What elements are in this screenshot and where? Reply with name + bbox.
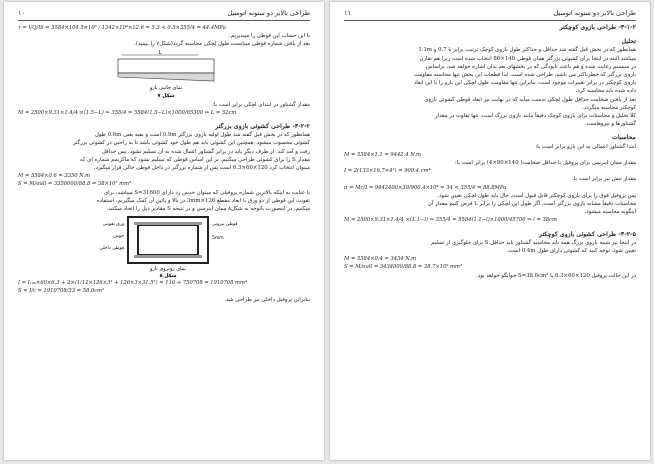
paragraph-line: میتوان انتخاب کرد 120×60×6.3 است پس از شماره بزرگتر در داخل قوطی خالی قرار میگیرد. <box>93 165 310 172</box>
equation-tau: τ = VQ/Ib = 5584×104.5×10³ / 1342×10⁴×12.6 = 5.3 < 0.5×355/4 = 44.4MPa <box>18 25 226 31</box>
gusset-shape <box>118 73 214 81</box>
figure-7-drawing <box>18 49 310 101</box>
paragraph-line: کوچکتر محاسبه میگردد. <box>582 104 636 111</box>
paragraph-line: مقدار S را برای کشوئی طراحی میکنیم. بر این اساس قوطی که تسلیم نشود که ماکزیمم شماره ای که <box>79 156 310 163</box>
paragraph-line: بازوی کوچکتر در برابر تغییرات موجود است. بنابراین تنها مقاومت طول لچکی این بازو را با این ابعاد <box>413 80 636 87</box>
paragraph-line: همانطور که در بخش قبل گفته شد طول اولیه بازوی بزرگتر 0.9m است و بقیه یعنی 0.6m طول <box>94 132 310 139</box>
paragraph-line: رفت و آمد کند. از طرف دیگر باید در برابر گشتاور اعمال شده به آن تسلیم نشود. پس حداقل <box>101 148 310 155</box>
paragraph-line: ابتدا گشتاور اعمالی به این بازو برابر است با: <box>535 143 636 150</box>
label-plate: ورق تقویتی <box>102 222 124 228</box>
subheading-calculations: محاسبات <box>612 134 636 142</box>
equation-section-modulus: S = M/σall = 3434000/88.8 = 38.7×10³ mm³ <box>344 264 463 271</box>
paragraph-line: پس پروفیل فوق را برای بازوی کوچکتر قابل قبول است. حال باید طول لچکی تعیین شود. <box>437 192 636 199</box>
figure-7-caption: نمای جانبی بازو <box>149 84 183 91</box>
label-gap: 5mm <box>212 236 224 242</box>
dimension-label: L <box>158 49 162 56</box>
right-page-header <box>344 8 636 21</box>
left-page-body <box>18 24 310 452</box>
equation-section-modulus: S = M/σall = 3350000/88.8 = 38×10³ mm³ <box>18 181 132 188</box>
paragraph-line: مقدار تنش نیز برابر است با: <box>572 176 636 183</box>
paragraph-line: محاسبات دقیقاً مشابه بازوی بزرگتر است، اگر طول این لچکی را برابر L فرض کنیم مقدار آن <box>427 201 636 208</box>
figure-8-drawing <box>18 213 310 279</box>
equation-moment-2: M = 5584×0.4 = 3434 N.m <box>344 256 417 263</box>
section-title: ۳-۲-۵- طراحی کشوئی بازوی کوچکتر <box>539 230 636 238</box>
paragraph-line: تقویت این قوطی از دو ورق با ابعاد مقطع 126×3mm در بالا و پائین آن کمک میگیریم، استفاده <box>96 197 310 204</box>
left-page-header-title: طراحی بالابر دو ستونه اتومبیل <box>227 9 310 17</box>
equation-moment: M = 2500×9.31×1.4/4 ×(1.5−L) ⇒ 355/4 = 5584(1.5−L)×1000/65300 ⇒ L = 52cm <box>18 109 237 116</box>
label-weld: جوش <box>113 234 124 240</box>
paragraph-line: با عنایت به اینکه بالاترین شماره پروفیلی که میتوان حدس زد دارای S=31600 میباشد، برای <box>103 189 310 196</box>
paragraph-line: با این حساب این قوطی را میپذیریم. <box>229 33 310 40</box>
paragraph-line: بعد از یافتن ضخامت حداقل طول لچکی بدست میآید که در نهایت نیز ابعاد قوطی کشوئی بازوی <box>424 96 636 103</box>
paragraph-line: میکنیم. در اینصورت باتوجه به شکل۸ ممان اینرسی و در نتیجه S مقادیر ذیل را اتخاذ میکنند. <box>106 206 310 213</box>
equation-section-modulus-2: S = I/c = 1910708/33 = 58.0cm³ <box>18 288 105 295</box>
equation-gusset-length: M = 2500×9.31×1.4/4 ×(1.1−l) ⇒ 355/4 = 5584(1.1−l)×1000/45700 ⇒ l = 38cm <box>344 217 557 224</box>
equation-inertia: I = I₁₂₀×60×6.3 + 2×(1/12×126×3³ + 126×3×31.5²) = 116 + 750708 = 1910708 mm⁴ <box>18 280 247 287</box>
figure-7 <box>18 49 310 101</box>
equation-inertia: I = 2(133×16.7×4²) = 900.4 cm⁴ <box>344 168 431 175</box>
inner-box-section <box>138 225 198 255</box>
left-page <box>4 2 324 460</box>
paragraph-line: داده شده باید محاسبه کرد. <box>575 88 636 95</box>
paragraph-line: کشوئی محسوب میشود. همچنین این کشوئی باید هم طول خود کشوئی باشد تا به راحتی در کشوئی بزرگتر <box>72 140 310 147</box>
paragraph-line: مقدار گشتاور در ابتدای لچکی برابر است با: <box>212 101 310 108</box>
right-page-number: ۱۱ <box>344 9 351 17</box>
paragraph-line: بعد از یافتن شماره قوطی میبایست طول لچکی محاسبه گردد(شکل۷ را ببینید). <box>134 41 310 48</box>
reinforcing-plate-bottom <box>134 255 202 258</box>
paragraph-line: میباشد.البته در اینجا برای کشوئی بزرگتر همان قوطی 140×80 انتخاب شده است زیرا هم تقارن <box>419 55 636 62</box>
paragraph-line: اینگونه محاسبه میشود. <box>584 209 636 216</box>
right-page <box>330 2 650 460</box>
figure-7-number: شکل ۷ <box>157 92 175 99</box>
arm-body <box>118 59 214 73</box>
paragraph-line: در این حالت پروفیل 120×60×6.3 با S=38.6cm³ جوابگو خواهد بود. <box>476 272 636 279</box>
section-title: ۳-۱-۲- طراحی بازوی کوچکتر <box>559 24 636 31</box>
right-page-header-title: طراحی بالابر دو ستونه اتومبیل <box>553 9 636 17</box>
label-inner-box: قوطی داخلی <box>99 246 124 252</box>
paragraph-line: بنابراین پروفیل داخلی نیز طراحی شد. <box>224 296 310 303</box>
subheading-analysis: تحلیل <box>621 38 636 46</box>
right-page-body <box>344 24 636 452</box>
figure-8-number: شکل ۸ <box>159 273 177 280</box>
section-title: ۳-۲-۲- طراحی کشوئی بازوی بزرگتر <box>215 123 310 131</box>
paragraph-line: همانطور که در بخش قبل گفته شد حداقل و حداکثر طول بازوی کوچک ترتیب برابر با 0.7 و 1.1m <box>418 47 636 54</box>
equation-stress: σ = Mc/I = 9442400×30/900.4×10⁴ = 34 < 355/4 = 88.8MPa <box>344 184 507 191</box>
paragraph-line: گشتاورها و نیروهاست. <box>584 121 636 128</box>
paragraph-line: کلاً تحلیل و محاسبات برای بازوی کوچک دقیقاً مانند بازوی بزرگ است. تنها تفاوت در مقدار <box>434 113 636 120</box>
figure-8-caption: نمای روبروی بازو <box>150 266 186 273</box>
paragraph-line: در اینجا نیز شبیه بازوی بزرگ همه باید محاسبه گشتاور باید حداقل S برای جلوگیری از تسلیم <box>430 239 636 246</box>
paragraph-line: در سیستم رعایت شده و هم باعث نابودگی که در بخشهای بعد بدان اشاره خواهد شد، براساس <box>425 63 636 70</box>
left-page-header <box>18 8 310 21</box>
figure-8 <box>18 213 310 279</box>
label-outer-box: قوطی بیرونی <box>212 222 238 228</box>
paragraph-line: تعیین شود. توجه کنید که کشوئی دارای طول 0.4m است. <box>507 248 636 255</box>
paragraph-line: مقدار ممان اینرسی برای پروفیل با حداقل ضخامت( 140×80×4) برابر است با: <box>454 160 636 167</box>
reinforcing-plate-top <box>134 222 202 225</box>
paragraph-line: بازوی بزرگتر که خطرناکتر می باشد، طراحی شده است. لذا قطعات این بخش تنها محاسبه مقاومت <box>414 72 636 79</box>
equation-moment: M = 5584×1.1 = 9442.4 N.m <box>344 151 421 158</box>
left-page-number: ۱۰ <box>18 9 25 17</box>
equation-moment-2: M = 5584×0.6 = 3350 N.m <box>18 173 91 180</box>
